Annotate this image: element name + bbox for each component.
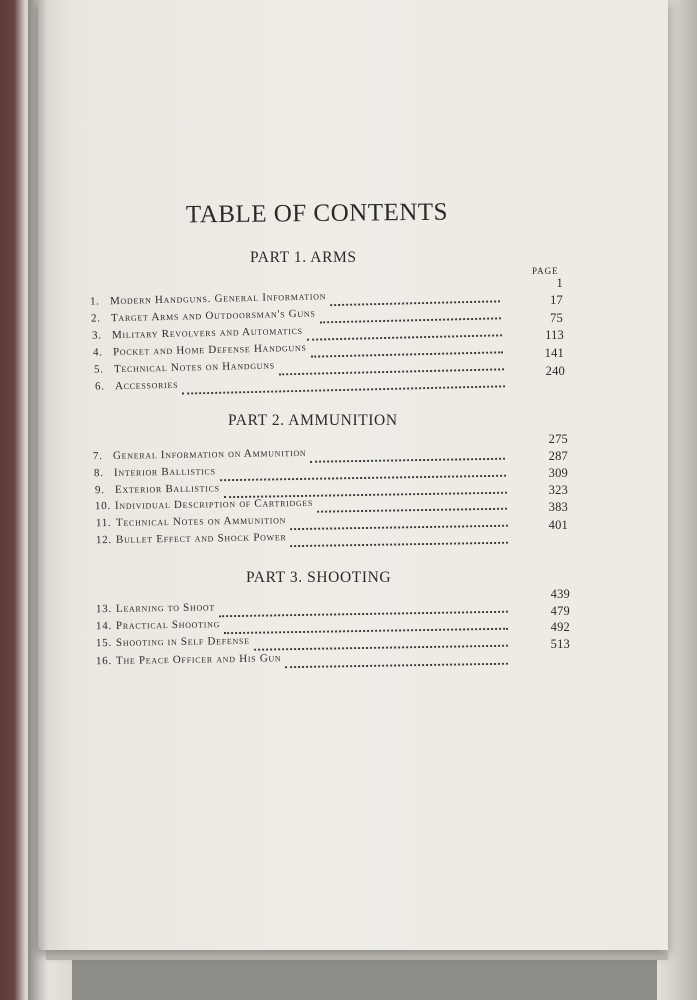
- page-number: 75: [550, 311, 563, 325]
- entry-number: 11.: [95, 516, 112, 530]
- dot-leader: [254, 637, 508, 650]
- entry-label: Military Revolvers and Automatics: [111, 324, 303, 342]
- entry-number: 5.: [93, 363, 104, 376]
- entry-label: Practical Shooting: [115, 618, 221, 632]
- entry-number: 10.: [94, 499, 111, 513]
- entry-number: 1.: [89, 295, 100, 308]
- entry-label: Shooting in Self Defense: [115, 634, 250, 649]
- entry-label: Individual Description of Cartridges: [114, 496, 314, 512]
- entry-number: 7.: [92, 450, 103, 463]
- entry-label: Exterior Ballistics: [114, 482, 220, 496]
- entry-number: 4.: [92, 346, 103, 359]
- entry-number: 3.: [91, 329, 102, 342]
- dot-leader: [285, 655, 508, 667]
- entry-label: Bullet Effect and Shock Power: [115, 531, 287, 546]
- page-number: 479: [550, 604, 570, 618]
- page-number: 17: [550, 293, 563, 307]
- entry-number: 13.: [95, 602, 112, 616]
- entry-label: Learning to Shoot: [115, 601, 216, 615]
- entry-number: 15.: [95, 636, 112, 650]
- entry-label: Interior Ballistics: [113, 465, 216, 479]
- page-number: 323: [548, 483, 568, 497]
- entry-label: Modern Handguns. General Information: [109, 290, 327, 308]
- entry-number: 9.: [94, 484, 105, 497]
- dot-leader: [290, 534, 508, 546]
- page-number: 383: [548, 500, 568, 514]
- page-number: 287: [548, 449, 568, 463]
- page-number: 309: [548, 466, 568, 480]
- entry-number: 16.: [95, 654, 112, 668]
- page-number: 113: [545, 328, 564, 342]
- entry-label: Target Arms and Outdoorsman's Guns: [110, 307, 316, 325]
- page-number: 141: [544, 346, 564, 360]
- page-number: 401: [548, 518, 568, 532]
- entry-number: 6.: [94, 380, 105, 393]
- entry-label: General Information on Ammunition: [112, 446, 307, 462]
- entry-number: 14.: [95, 619, 112, 633]
- page-column-header: PAGE: [532, 266, 559, 276]
- page-number: 492: [550, 620, 570, 634]
- part-3-title: PART 3. SHOOTING: [246, 569, 392, 586]
- entry-number: 2.: [90, 312, 101, 325]
- page-number: 275: [548, 432, 568, 446]
- page-title: TABLE OF CONTENTS: [185, 198, 449, 229]
- entry-label: Technical Notes on Ammunition: [115, 514, 287, 529]
- page-number: 240: [545, 364, 565, 378]
- part-1-title: PART 1. ARMS: [250, 249, 357, 266]
- part-2-title: PART 2. AMMUNITION: [228, 412, 398, 429]
- entry-number: 8.: [93, 467, 104, 480]
- entry-label: Technical Notes on Handguns: [113, 359, 275, 376]
- entry-label: The Peace Officer and His Gun: [115, 652, 282, 667]
- entry-label: Pocket and Home Defense Handguns: [112, 341, 307, 359]
- entry-number: 12.: [95, 533, 112, 547]
- page-number: 513: [550, 637, 570, 651]
- entry-label: Accessories: [114, 378, 179, 393]
- page-number: 439: [550, 587, 570, 601]
- dot-leader: [182, 378, 505, 394]
- page-number: 1: [556, 276, 563, 290]
